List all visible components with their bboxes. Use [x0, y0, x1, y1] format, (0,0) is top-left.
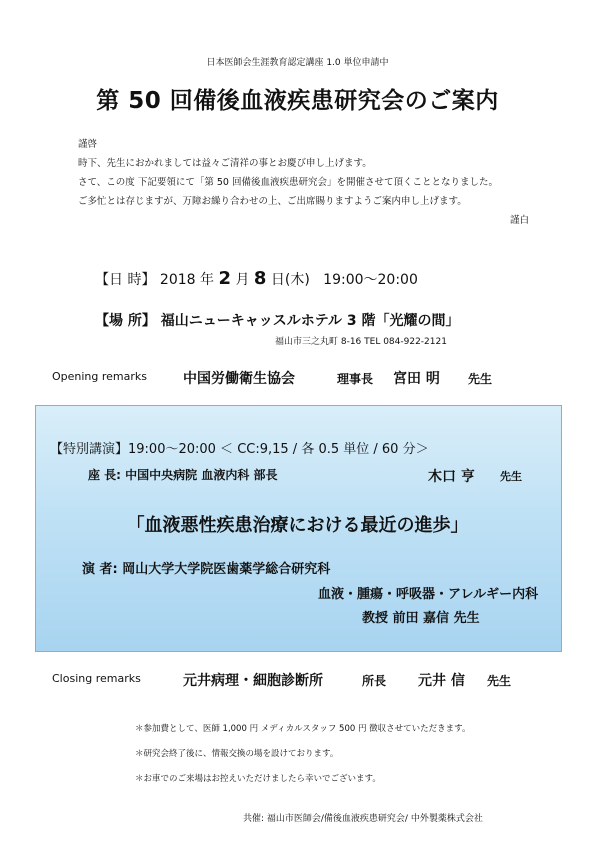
date-label: 【日 時】 [95, 272, 156, 288]
opening-name: 宮田 明 [393, 371, 440, 387]
note-parking: ＊お車でのご来場はお控えいただけましたら幸いでございます。 [135, 774, 381, 784]
date-day-unit: 日(木) [270, 272, 310, 288]
letter-line-2: さて、この度 下記要領にて「第 50 回備後血液疾患研究会」を開催させて頂くこととなりました。 [78, 177, 498, 188]
opening-role: 理事長 [337, 372, 374, 386]
closing-role: 所長 [362, 674, 387, 688]
special-lecture-title: 【特別講演】19:00～20:00 ＜ CC:9,15 / 各 0.5 単位 / 60 分＞ [50, 442, 429, 457]
place-label: 【場 所】 [95, 313, 156, 329]
chair-info: 座 長: 中国中央病院 血液内科 部長 [88, 468, 278, 482]
chair-honorific: 先生 [500, 470, 522, 483]
lecture-topic: 「血液悪性疾患治療における最近の進歩」 [126, 515, 469, 536]
letter-line-3: ご多忙とは存じますが、万障お繰り合わせの上、ご出席賜りますようご案内申し上げます。 [78, 196, 467, 207]
date-day: 8 [253, 268, 267, 289]
opening-remarks-label: Opening remarks [52, 370, 148, 383]
speaker-department: 血液・腫瘍・呼吸器・アレルギー内科 [318, 587, 539, 602]
closing-honorific: 先生 [487, 674, 512, 688]
chair-name: 木口 亨 [428, 469, 475, 485]
note-networking: ＊研究会終了後に、情報交換の場を設けております。 [135, 749, 339, 759]
opening-org: 中国労働衛生協会 [183, 371, 295, 387]
date-year: 2018 年 [159, 272, 214, 288]
date-month-unit: 月 [235, 272, 250, 288]
letter-closing: 謹白 [510, 215, 530, 226]
event-time: 19:00～20:00 [323, 272, 418, 288]
letter-opening: 謹啓 [78, 139, 98, 150]
closing-org: 元井病理・細胞診断所 [183, 673, 323, 689]
note-fee: ＊参加費として、医師 1,000 円 メディカルスタッフ 500 円 徴収させていただきます。 [135, 724, 471, 734]
event-place-row [95, 310, 460, 330]
place-address: 福山市三之丸町 8-16 TEL 084-922-2121 [275, 337, 447, 347]
speaker-affiliation: 演 者: 岡山大学大学院医歯薬学総合研究科 [82, 562, 331, 577]
sponsors: 共催: 福山市医師会/備後血液疾患研究会/ 中外製薬株式会社 [243, 814, 483, 824]
event-date-row [95, 268, 418, 289]
closing-name: 元井 信 [418, 673, 465, 689]
speaker-name: 教授 前田 嘉信 先生 [362, 611, 480, 626]
opening-honorific: 先生 [468, 372, 493, 386]
accreditation-note: 日本医師会生涯教育認定講座 1.0 単位申請中 [206, 58, 389, 68]
page-title: 第 50 回備後血液疾患研究会のご案内 [96, 88, 499, 114]
closing-remarks-label: Closing remarks [52, 672, 141, 685]
date-month: 2 [218, 268, 231, 289]
place-name: 福山ニューキャッスルホテル 3 階「光耀の間」 [160, 313, 460, 329]
letter-line-1: 時下、先生におかれましては益々ご清祥の事とお慶び申し上げます。 [78, 158, 372, 169]
